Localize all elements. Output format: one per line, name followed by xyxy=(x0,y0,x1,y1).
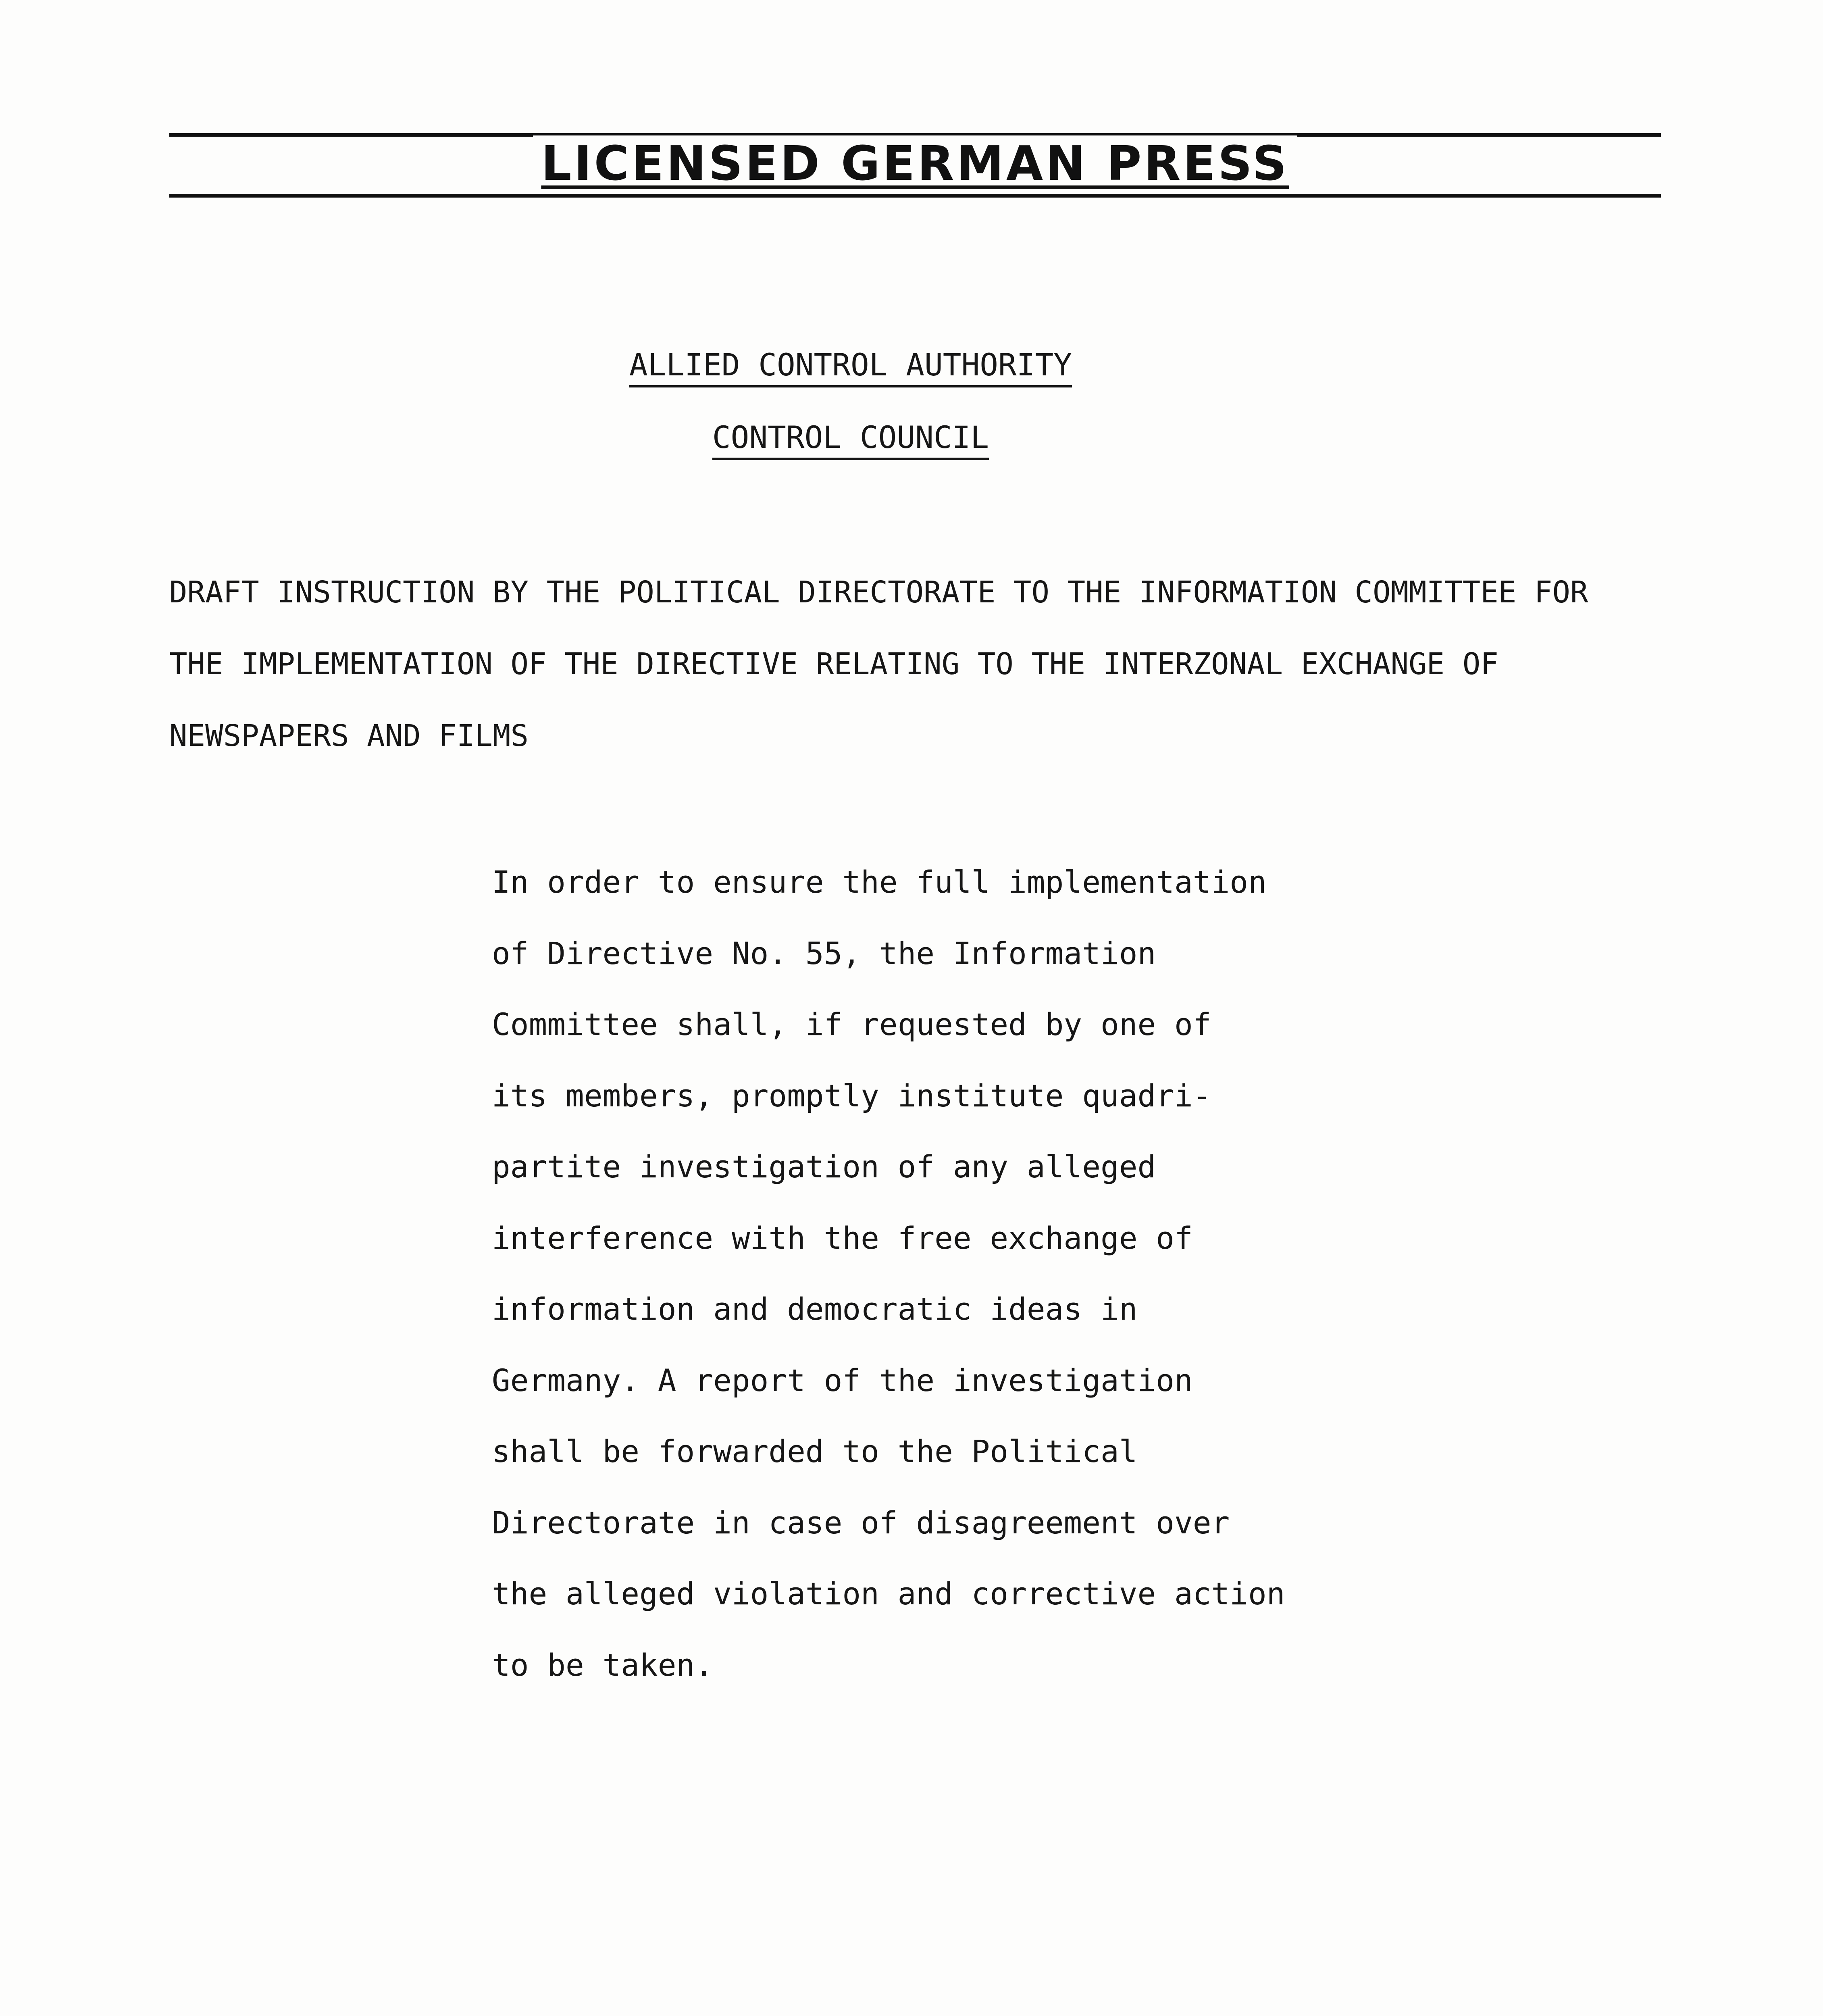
draft-title-line: NEWSPAPERS AND FILMS xyxy=(169,719,529,753)
paragraph-line: its members, promptly institute quadri- xyxy=(492,1077,1211,1114)
paragraph-line: Germany. A report of the investigation xyxy=(492,1362,1193,1398)
authority-heading-text: ALLIED CONTROL AUTHORITY xyxy=(629,347,1072,383)
paragraph-line: to be taken. xyxy=(492,1647,714,1683)
header-title xyxy=(169,137,1661,190)
header-rule-bottom xyxy=(169,194,1661,198)
paragraph-line: Committee shall, if requested by one of xyxy=(492,1006,1211,1042)
paragraph-line: interference with the free exchange of xyxy=(492,1220,1193,1256)
paragraph-line: information and democratic ideas in xyxy=(492,1291,1138,1327)
paragraph-line: Directorate in case of disagreement over xyxy=(492,1504,1230,1541)
paragraph-line: the alleged violation and corrective action xyxy=(492,1576,1285,1612)
paragraph-line: shall be forwarded to the Political xyxy=(492,1433,1138,1469)
draft-instruction-title xyxy=(169,556,1621,772)
paragraph-line: In order to ensure the full implementation xyxy=(492,864,1267,900)
council-heading xyxy=(629,419,1072,455)
authority-heading xyxy=(629,347,1072,383)
draft-title-line: DRAFT INSTRUCTION BY THE POLITICAL DIRECTORATE TO THE INFORMATION COMMITTEE FOR xyxy=(169,575,1588,610)
header-title-text: LICENSED GERMAN PRESS xyxy=(533,135,1297,191)
paragraph-line: partite investigation of any alleged xyxy=(492,1149,1156,1185)
header-banner xyxy=(169,133,1661,198)
council-heading-text: CONTROL COUNCIL xyxy=(712,419,989,455)
paragraph-line: of Directive No. 55, the Information xyxy=(492,935,1156,971)
draft-title-line: THE IMPLEMENTATION OF THE DIRECTIVE RELATING TO THE INTERZONAL EXCHANGE OF xyxy=(169,647,1498,681)
instruction-paragraph xyxy=(492,847,1298,1701)
